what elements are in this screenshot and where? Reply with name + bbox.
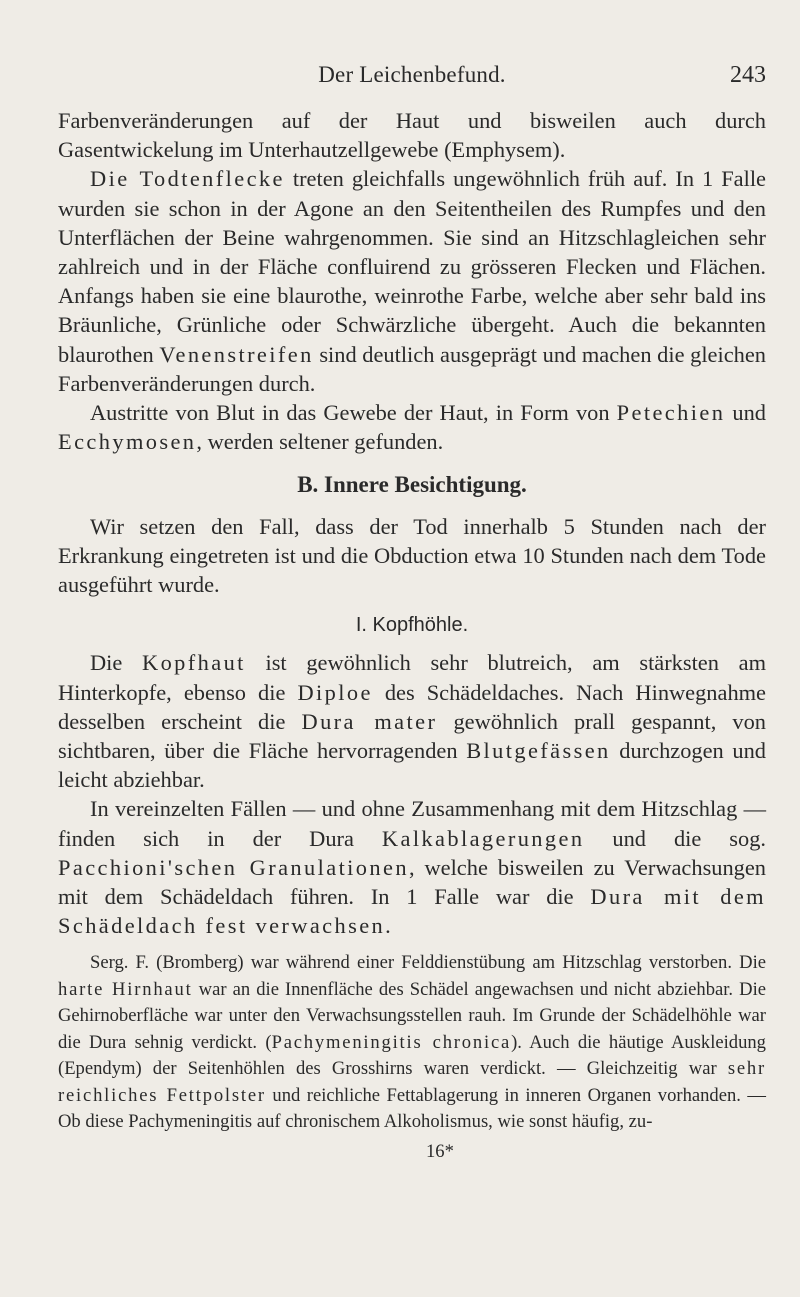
section-title-internal-inspection: B. Innere Besichtigung.	[297, 472, 527, 498]
page-header	[58, 62, 766, 106]
subsection-title-skull-cavity: I. Kopfhöhle.	[355, 614, 469, 637]
paragraph-skin-discoloration: Farbenveränderungen auf der Haut und bisweilen auch durch Gasentwickelung im Unterhautzellgewebe (Emphysem).	[58, 108, 766, 163]
paragraph-case-assumption: Wir setzen den Fall, dass der Tod innerhalb 5 Stunden nach der Erkrankung eingetreten ist und die Obduction etwa 10 Stunden nach dem Tode ausgeführt wurde.	[58, 513, 766, 598]
paragraph-blood-leakage: Austritte von Blut in das Gewebe der Haut, in Form von Petechien und Ecchymosen, werden seltener gefunden.	[58, 400, 766, 455]
term-harte-hirnhaut: harte Hirnhaut	[58, 978, 193, 1000]
book-page	[58, 0, 766, 1163]
paragraph-death-spots: Die Todtenflecke treten gleichfalls ungewöhnlich früh auf. In 1 Falle wurden sie schon in der Agone an den Seitentheilen des Rumpfes und den Unterflächen der Beine wahrgenommen. Sie sind an Hitzschlagleichen sehr zahlreich und in der Fläche confluirend zu grösseren Flecken und Flächen. Anfangs haben sie eine blaurothe, weinrothe Farbe, welche aber sehr bald ins Bräunliche, Grünliche oder Schwärzliche übergeht. Auch die bekannten blaurothen Venenstreifen sind deutlich ausgeprägt und machen die gleichen Farbenveränderungen durch.	[58, 166, 766, 396]
term-kopfhaut: Kopfhaut	[142, 650, 246, 676]
printer-signature: 16*	[426, 1141, 454, 1163]
paragraph-calcification: In vereinzelten Fällen — und ohne Zusammenhang mit dem Hitzschlag — finden sich in der Dura Kalkablagerungen und die sog. Pacchioni'schen Granulationen, welche bisweilen zu Verwachsungen mit dem Schädeldach führen. In 1 Falle war die Dura mit dem Schädeldach fest verwachsen.	[58, 796, 766, 939]
term-venenstreifen: Venenstreifen	[159, 341, 314, 367]
term-dura-mater: Dura mater	[301, 708, 438, 734]
term-blutgefaessen: Blutgefässen	[466, 738, 611, 764]
term-dura-verwachsen: Dura mit dem Schädeldach fest verwachsen	[58, 884, 766, 939]
term-todtenflecke: Die Todtenflecke	[90, 166, 285, 192]
term-diploe: Diploe	[297, 679, 373, 705]
paragraph-case-report: Serg. F. (Bromberg) war während einer Felddienstübung am Hitzschlag verstorben. Die harte Hirnhaut war an die Innenfläche des Schädel angewachsen und nicht abziehbar. Die Gehirnoberfläche war unter den Verwachsungsstellen rauh. Im Grunde der Schädelhöhle war die Dura sehnig verdickt. (Pachymeningitis chronica). Auch die häutige Auskleidung (Ependym) der Seitenhöhlen des Grosshirns waren verdickt. — Gleichzeitig war sehr reichliches Fettpolster und reichliche Fettablagerung in inneren Organen vorhanden. — Ob diese Pachymeningitis auf chronischem Alkoholismus, wie sonst häufig, zu-	[58, 952, 766, 1132]
term-pachymeningitis: Pachymeningitis chronica	[271, 1031, 512, 1053]
running-head: Der Leichenbefund.	[318, 62, 506, 87]
term-fettpolster: sehr reichliches Fettpolster	[58, 1058, 766, 1106]
main-text	[58, 106, 766, 940]
page-number: 243	[730, 62, 766, 88]
term-petechien: Petechien	[616, 400, 726, 426]
paragraph-scalp: Die Kopfhaut ist gewöhnlich sehr blutreich, am stärksten am Hinterkopfe, ebenso die Diploe des Schädeldaches. Nach Hinwegnahme desselben erscheint die Dura mater gewöhnlich prall gespannt, von sichtbaren, über die Fläche hervorragenden Blutgefässen durchzogen und leicht abziehbar.	[58, 650, 766, 793]
case-report-text	[58, 950, 766, 1135]
term-ecchymosen: Ecchymosen	[58, 429, 197, 455]
term-kalkablagerungen: Kalkablagerungen	[381, 825, 585, 851]
term-pacchioni: Pacchioni'schen Granulationen	[58, 854, 409, 880]
